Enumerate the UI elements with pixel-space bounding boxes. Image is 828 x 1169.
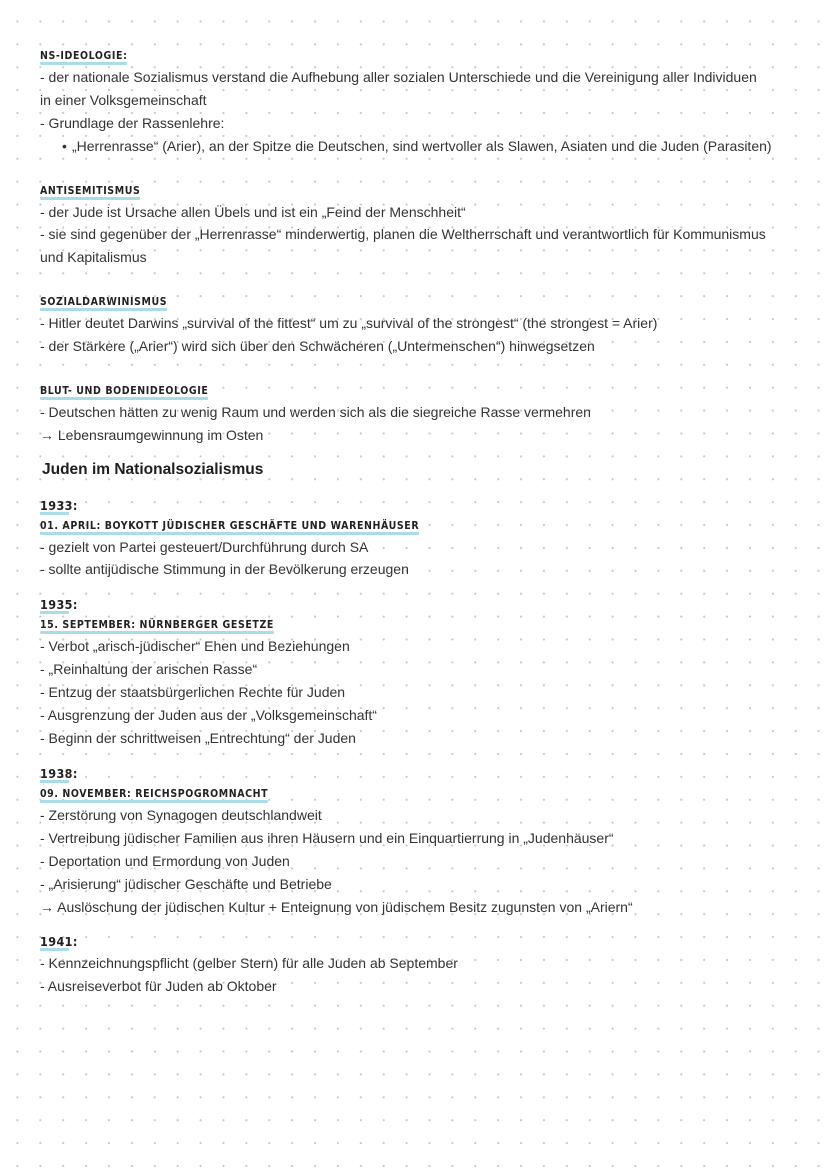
year-1941: 1941: — [40, 932, 78, 952]
heading-1938: 09. NOVEMBER: REICHSPOGROMNACHT — [40, 784, 268, 804]
text-line: - Verbot „arisch-jüdischer“ Ehen und Beziehungen — [40, 638, 350, 655]
spacer — [40, 158, 820, 181]
text-line: in einer Volksgemeinschaft — [40, 91, 207, 108]
year-1938: 1938: — [40, 764, 78, 784]
bullet-dot-icon: • — [62, 137, 67, 154]
heading-1933: 01. APRIL: BOYKOTT JÜDISCHER GESCHÄFTE UND WARENHÄUSER — [40, 516, 419, 536]
text-line: - Ausgrenzung der Juden aus der „Volksgemeinschaft“ — [40, 707, 377, 724]
text-line: - Entzug der staatsbürgerlichen Rechte für Juden — [40, 684, 346, 701]
section-blut-boden — [40, 381, 820, 447]
text-line: - Kennzeichnungspflicht (gelber Stern) für alle Juden ab September — [40, 955, 458, 972]
section-antisemitismus — [40, 181, 820, 270]
text-line: - der Stärkere („Arier“) wird sich über den Schwächeren („Untermenschen“) hinwegsetzen — [40, 338, 595, 355]
spacer — [40, 269, 820, 292]
text-line: → Lebensraumgewinnung im Osten — [40, 426, 264, 443]
section-sozialdarwinismus — [40, 292, 820, 358]
section-1935 — [40, 595, 820, 750]
spacer — [40, 447, 820, 459]
page-title: Juden im Nationalsozialismus — [42, 460, 264, 478]
spacer — [40, 482, 820, 496]
text-line: - sollte antijüdische Stimmung in der Bevölkerung erzeugen — [40, 561, 409, 578]
text-line: - der nationale Sozialismus verstand die Aufhebung aller sozialen Unterschiede und die Vereinigung aller Individuen — [40, 69, 757, 85]
bullet-item — [40, 135, 820, 158]
text-line: - „Arisierung“ jüdischer Geschäfte und Betriebe — [40, 875, 332, 892]
spacer — [40, 581, 820, 595]
section-1933 — [40, 496, 820, 582]
text-line: - Grundlage der Rassenlehre: — [40, 114, 225, 131]
year-1935: 1935: — [40, 595, 78, 615]
heading-blut-boden: BLUT- UND BODENIDEOLOGIE — [40, 381, 208, 401]
text-line: - Deportation und Ermordung von Juden — [40, 852, 290, 869]
heading-antisemitismus: ANTISEMITISMUS — [40, 181, 140, 201]
heading-1935: 15. SEPTEMBER: NÜRNBERGER GESETZE — [40, 615, 274, 635]
spacer — [40, 750, 820, 764]
section-1941 — [40, 932, 820, 998]
spacer — [40, 918, 820, 932]
text-line: - Vertreibung jüdischer Familien aus ihren Häusern und ein Einquartierrung in „Judenhäuser“ — [40, 829, 614, 846]
text-line: - „Reinhaltung der arischen Rasse“ — [40, 661, 258, 678]
text-line: → Auslöschung der jüdischen Kultur + Enteignung von jüdischem Besitz zugunsten von „Ariern“ — [40, 898, 633, 915]
text-line: - Ausreiseverbot für Juden ab Oktober — [40, 978, 277, 995]
text-line: - Zerstörung von Synagogen deutschlandweit — [40, 806, 322, 823]
text-line: - der Jude ist Ursache allen Übels und ist ein „Feind der Menschheit“ — [40, 203, 466, 220]
section-1938 — [40, 764, 820, 919]
text-line: - gezielt von Partei gesteuert/Durchführung durch SA — [40, 538, 369, 555]
heading-sozialdarwinismus: SOZIALDARWINISMUS — [40, 292, 167, 312]
text-line: - sie sind gegenüber der „Herrenrasse“ minderwertig, planen die Weltherrschaft und verantwortlich für Kommunismus — [40, 226, 766, 243]
text-line: - Hitler deutet Darwins „survival of the fittest“ um zu „survival of the strongest“ (the strongest = Arier) — [40, 315, 658, 332]
spacer — [40, 358, 820, 381]
text-line: - Beginn der schrittweisen „Entrechtung“ der Juden — [40, 729, 356, 746]
text-line: und Kapitalismus — [40, 249, 147, 266]
year-1933: 1933: — [40, 496, 78, 516]
heading-ns-ideologie: NS-IDEOLOGIE: — [40, 46, 127, 66]
section-ns-ideologie — [40, 46, 820, 158]
text-line: - Deutschen hätten zu wenig Raum und werden sich als die siegreiche Rasse vermehren — [40, 403, 591, 420]
bullet-text: „Herrenrasse“ (Arier), an der Spitze die Deutschen, sind wertvoller als Slawen, Asiaten und die Juden (Parasiten) — [72, 137, 772, 154]
note-page — [40, 46, 820, 998]
